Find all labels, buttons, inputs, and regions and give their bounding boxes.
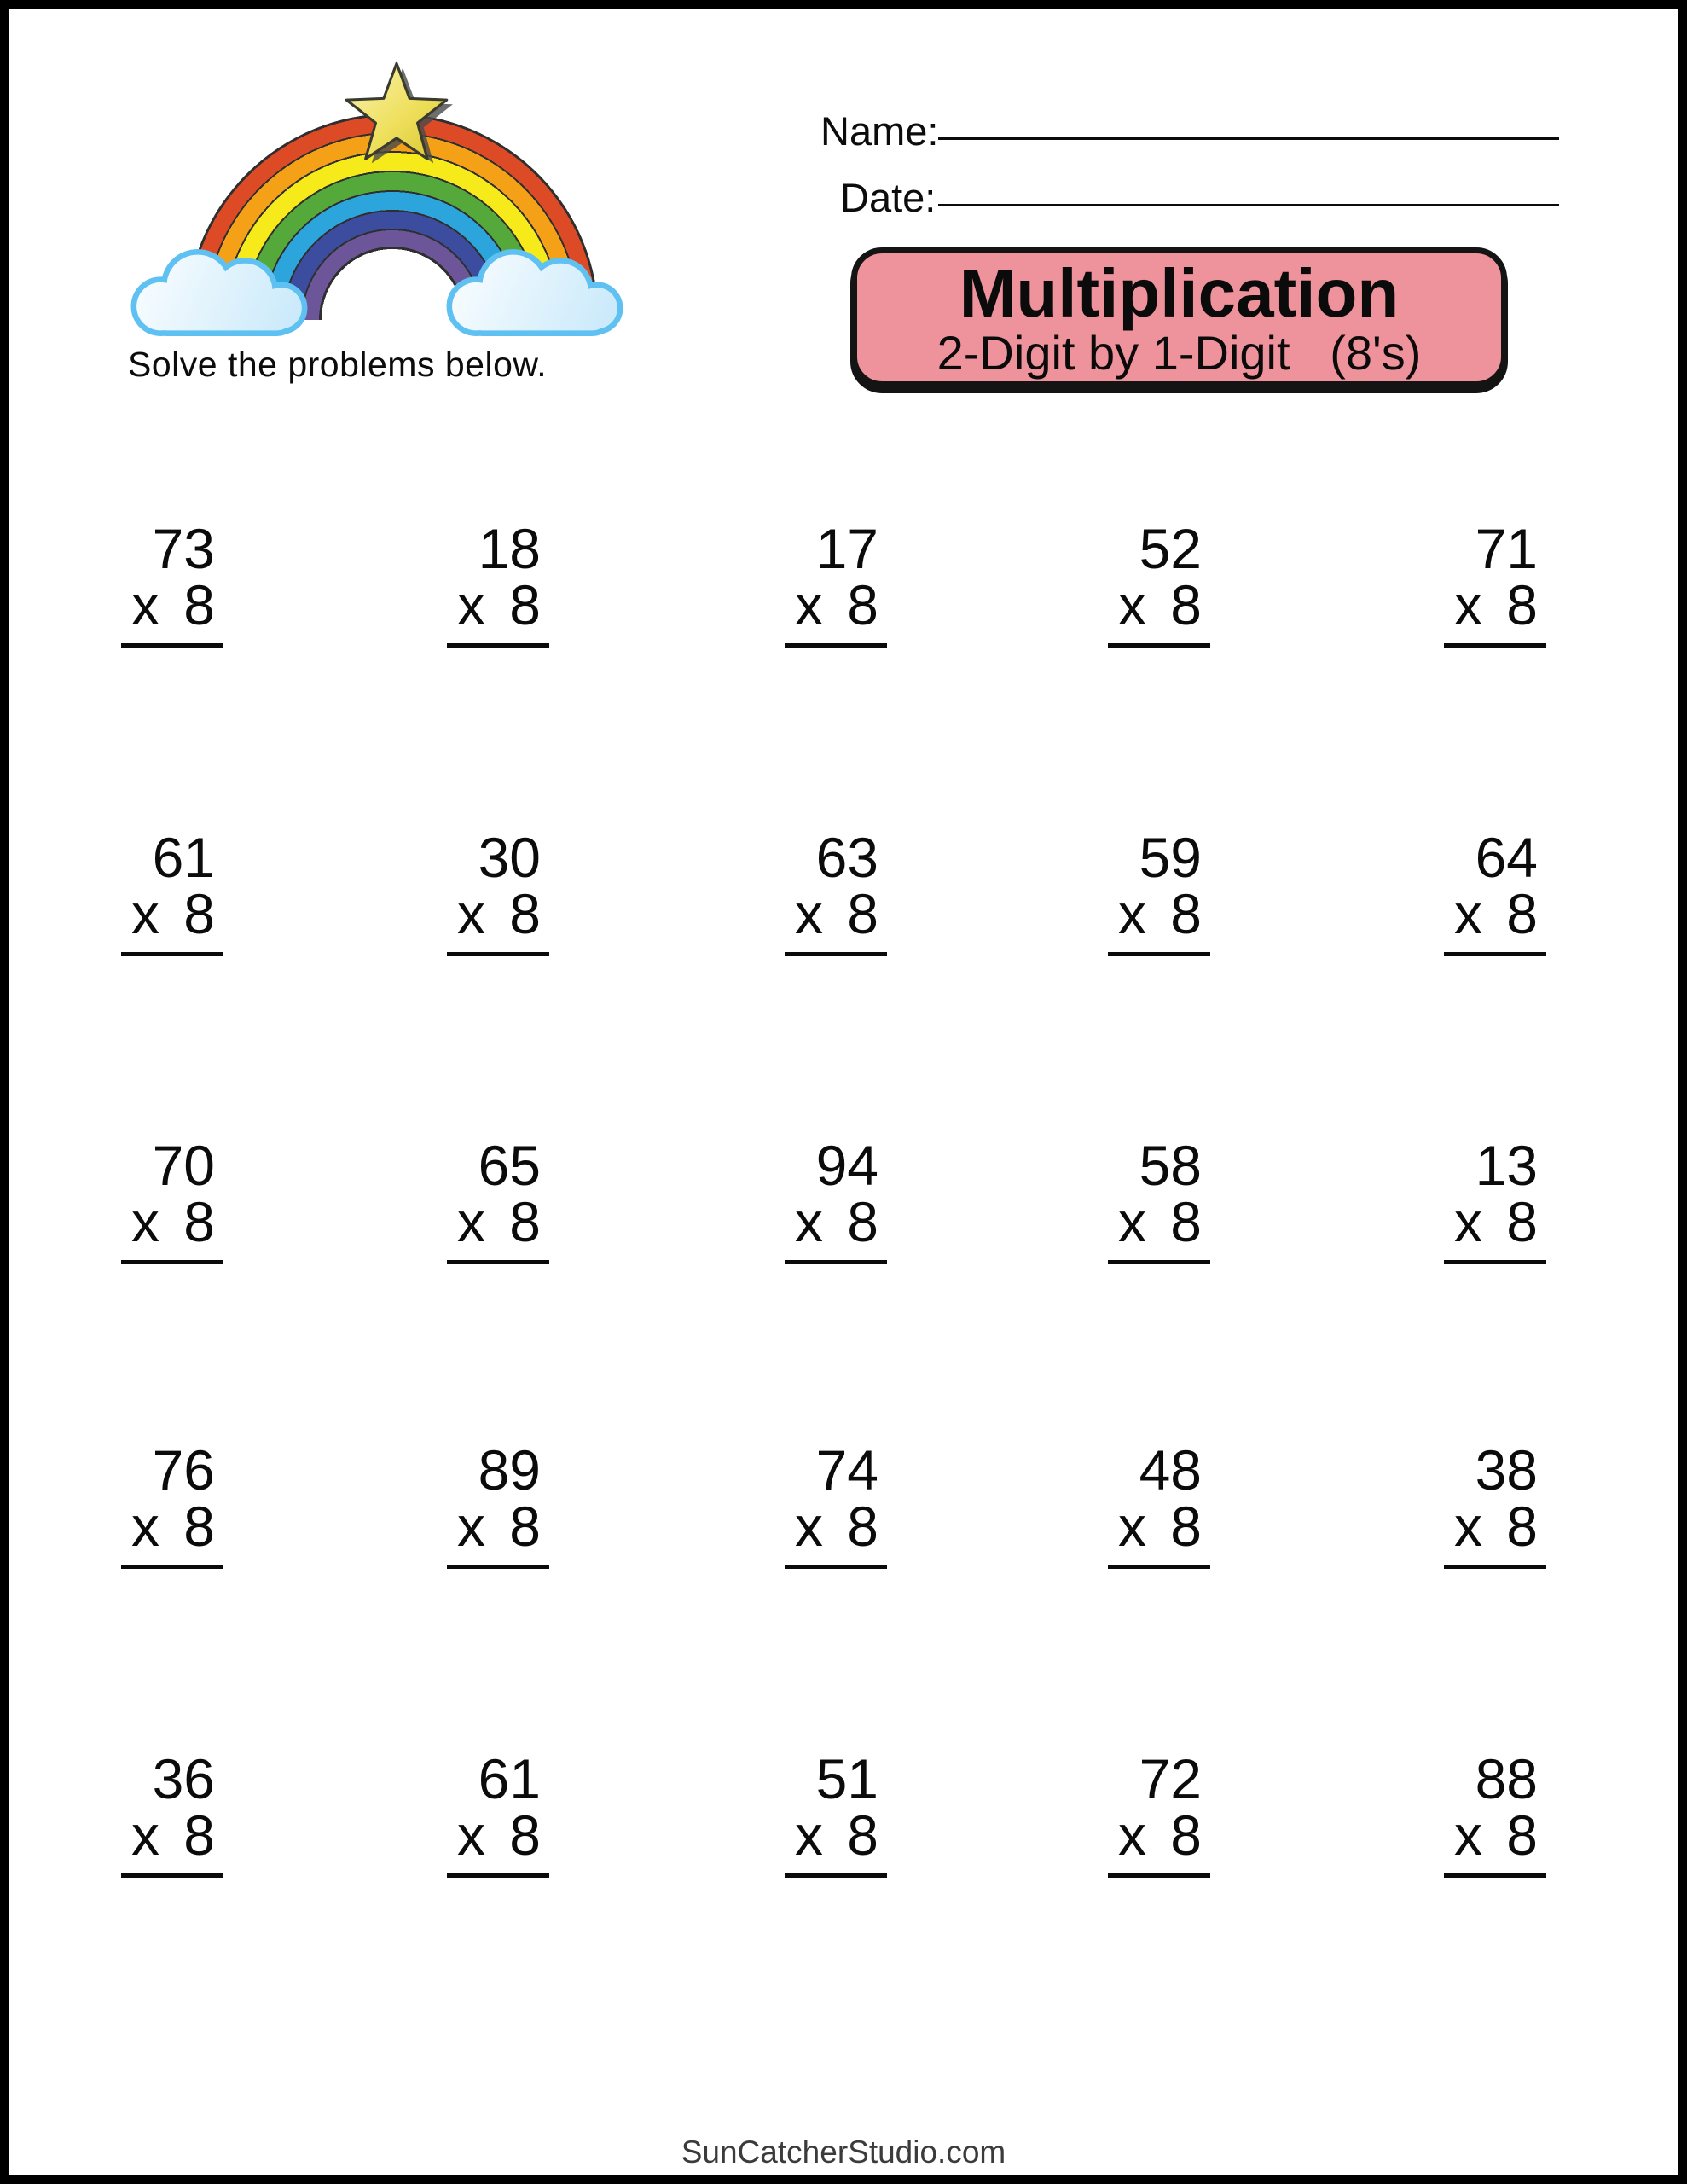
multiplicand: 71 xyxy=(1475,517,1538,580)
multiplicand: 61 xyxy=(478,1747,541,1810)
problem-cell xyxy=(1444,517,1546,699)
multiplier-row xyxy=(1444,1190,1546,1253)
multiply-operator: x xyxy=(1454,573,1482,636)
answer-space[interactable] xyxy=(785,1264,887,1316)
footer-credit: SunCatcherStudio.com xyxy=(681,2135,1006,2169)
multiplier-row xyxy=(1444,1495,1546,1558)
multiply-operator: x xyxy=(795,882,823,945)
multiplier-row xyxy=(121,1804,223,1867)
multiply-operator: x xyxy=(1454,1804,1482,1867)
multiplicand: 76 xyxy=(152,1438,215,1502)
multiplier: 8 xyxy=(847,1495,878,1558)
multiply-operator: x xyxy=(1118,882,1146,945)
multiplier-row xyxy=(121,1495,223,1558)
problem-cell xyxy=(447,517,549,699)
multiplier-row xyxy=(447,1190,549,1253)
multiplier: 8 xyxy=(847,1190,878,1253)
multiplicand: 72 xyxy=(1139,1747,1202,1810)
multiply-operator: x xyxy=(795,1495,823,1558)
multiply-operator: x xyxy=(457,573,485,636)
multiplier: 8 xyxy=(509,573,541,636)
multiply-operator: x xyxy=(1454,1190,1482,1253)
problem-cell xyxy=(785,1747,887,1929)
answer-space[interactable] xyxy=(121,648,223,699)
multiplier-row xyxy=(785,1495,887,1558)
answer-space[interactable] xyxy=(447,956,549,1008)
multiplier-row xyxy=(785,1804,887,1867)
multiplier: 8 xyxy=(509,882,541,945)
multiply-operator: x xyxy=(131,573,159,636)
multiply-operator: x xyxy=(131,1804,159,1867)
multiplier-row xyxy=(121,573,223,636)
multiplier-row xyxy=(1108,882,1210,945)
cloud-right-icon xyxy=(442,246,631,338)
multiply-operator: x xyxy=(457,1190,485,1253)
multiplier: 8 xyxy=(1506,573,1538,636)
star-icon xyxy=(339,53,454,169)
answer-space[interactable] xyxy=(785,956,887,1008)
multiplier: 8 xyxy=(847,882,878,945)
multiplier: 8 xyxy=(183,882,215,945)
answer-space[interactable] xyxy=(1444,648,1546,699)
multiplier: 8 xyxy=(1170,1804,1202,1867)
multiplicand: 48 xyxy=(1139,1438,1202,1502)
problem-cell xyxy=(785,1438,887,1620)
problem-cell xyxy=(121,1438,223,1620)
problem-cell xyxy=(447,1134,549,1316)
multiplier: 8 xyxy=(1170,573,1202,636)
date-input-line[interactable] xyxy=(938,204,1559,206)
answer-space[interactable] xyxy=(785,648,887,699)
name-input-line[interactable] xyxy=(938,137,1559,140)
multiplier: 8 xyxy=(183,573,215,636)
multiply-operator: x xyxy=(1454,882,1482,945)
multiplier-row xyxy=(785,573,887,636)
multiplicand: 51 xyxy=(815,1747,878,1810)
problem-cell xyxy=(785,1134,887,1316)
multiplicand: 61 xyxy=(152,826,215,889)
multiplicand: 38 xyxy=(1475,1438,1538,1502)
multiplicand: 18 xyxy=(478,517,541,580)
multiplier: 8 xyxy=(847,1804,878,1867)
multiplier: 8 xyxy=(1506,1190,1538,1253)
problem-cell xyxy=(121,826,223,1008)
multiplier: 8 xyxy=(1170,882,1202,945)
multiplicand: 13 xyxy=(1475,1134,1538,1197)
answer-space[interactable] xyxy=(447,1878,549,1929)
multiplier: 8 xyxy=(183,1495,215,1558)
problem-cell xyxy=(785,517,887,699)
multiplier: 8 xyxy=(183,1190,215,1253)
multiplier-row xyxy=(1108,1495,1210,1558)
answer-space[interactable] xyxy=(447,648,549,699)
problem-cell xyxy=(121,1134,223,1316)
problem-cell xyxy=(1444,826,1546,1008)
multiply-operator: x xyxy=(457,1804,485,1867)
answer-space[interactable] xyxy=(447,1264,549,1316)
multiply-operator: x xyxy=(1454,1495,1482,1558)
multiplicand: 52 xyxy=(1139,517,1202,580)
answer-space[interactable] xyxy=(1444,956,1546,1008)
answer-space[interactable] xyxy=(785,1878,887,1929)
answer-space[interactable] xyxy=(1108,1569,1210,1620)
multiplier: 8 xyxy=(1506,882,1538,945)
multiplier-row xyxy=(447,1495,549,1558)
answer-space[interactable] xyxy=(1444,1264,1546,1316)
problem-cell xyxy=(1108,1747,1210,1929)
problem-cell xyxy=(1444,1134,1546,1316)
multiplicand: 94 xyxy=(815,1134,878,1197)
multiply-operator: x xyxy=(795,1804,823,1867)
worksheet-title: Multiplication xyxy=(959,254,1400,331)
answer-space[interactable] xyxy=(1108,1878,1210,1929)
multiply-operator: x xyxy=(1118,1495,1146,1558)
multiplier-row xyxy=(121,1190,223,1253)
multiplier: 8 xyxy=(183,1804,215,1867)
multiplier: 8 xyxy=(509,1804,541,1867)
multiply-operator: x xyxy=(131,1495,159,1558)
cloud-left-icon xyxy=(126,246,316,338)
multiply-operator: x xyxy=(457,882,485,945)
multiply-operator: x xyxy=(131,882,159,945)
multiply-operator: x xyxy=(795,1190,823,1253)
multiplicand: 63 xyxy=(815,826,878,889)
problem-cell xyxy=(121,1747,223,1929)
multiplier: 8 xyxy=(1506,1495,1538,1558)
multiplier: 8 xyxy=(509,1190,541,1253)
answer-space[interactable] xyxy=(1444,1569,1546,1620)
multiplicand: 65 xyxy=(478,1134,541,1197)
multiplier: 8 xyxy=(1170,1190,1202,1253)
multiply-operator: x xyxy=(1118,573,1146,636)
answer-space[interactable] xyxy=(1108,648,1210,699)
multiply-operator: x xyxy=(457,1495,485,1558)
multiplier-row xyxy=(1444,573,1546,636)
multiplicand: 30 xyxy=(478,826,541,889)
answer-space[interactable] xyxy=(1444,1878,1546,1929)
multiplicand: 59 xyxy=(1139,826,1202,889)
multiplier-row xyxy=(447,1804,549,1867)
name-label: Name: xyxy=(820,108,939,154)
problem-cell xyxy=(1108,1438,1210,1620)
multiply-operator: x xyxy=(795,573,823,636)
problem-cell xyxy=(1108,517,1210,699)
multiplier: 8 xyxy=(847,573,878,636)
answer-space[interactable] xyxy=(1108,1264,1210,1316)
problem-cell xyxy=(1444,1747,1546,1929)
answer-space[interactable] xyxy=(121,1264,223,1316)
multiplicand: 17 xyxy=(815,517,878,580)
multiplier-row xyxy=(1108,1804,1210,1867)
multiplier: 8 xyxy=(1170,1495,1202,1558)
multiply-operator: x xyxy=(1118,1190,1146,1253)
instruction-text: Solve the problems below. xyxy=(128,345,548,384)
multiplier: 8 xyxy=(509,1495,541,1558)
multiply-operator: x xyxy=(1118,1804,1146,1867)
multiplicand: 58 xyxy=(1139,1134,1202,1197)
problem-cell xyxy=(1108,826,1210,1008)
answer-space[interactable] xyxy=(785,1569,887,1620)
answer-space[interactable] xyxy=(121,956,223,1008)
answer-space[interactable] xyxy=(121,1569,223,1620)
multiplier-row xyxy=(121,882,223,945)
problem-cell xyxy=(447,1747,549,1929)
answer-space[interactable] xyxy=(1108,956,1210,1008)
multiplicand: 74 xyxy=(815,1438,878,1502)
multiplier-row xyxy=(1108,573,1210,636)
multiplicand: 88 xyxy=(1475,1747,1538,1810)
multiplier-row xyxy=(447,882,549,945)
multiplicand: 36 xyxy=(152,1747,215,1810)
rainbow-illustration xyxy=(9,9,657,410)
answer-space[interactable] xyxy=(121,1878,223,1929)
multiplier-row xyxy=(1444,882,1546,945)
multiplier-row xyxy=(785,882,887,945)
multiplicand: 64 xyxy=(1475,826,1538,889)
problem-cell xyxy=(447,1438,549,1620)
answer-space[interactable] xyxy=(447,1569,549,1620)
worksheet-subtitle: 2-Digit by 1-Digit (8's) xyxy=(936,326,1422,380)
multiplier: 8 xyxy=(1506,1804,1538,1867)
date-label: Date: xyxy=(840,175,936,220)
multiplier-row xyxy=(447,573,549,636)
multiplicand: 89 xyxy=(478,1438,541,1502)
multiplicand: 73 xyxy=(152,517,215,580)
multiplier-row xyxy=(1108,1190,1210,1253)
problem-cell xyxy=(121,517,223,699)
worksheet-title-box xyxy=(851,247,1507,387)
problem-cell xyxy=(785,826,887,1008)
multiplier-row xyxy=(785,1190,887,1253)
multiplicand: 70 xyxy=(152,1134,215,1197)
multiplier-row xyxy=(1444,1804,1546,1867)
problem-cell xyxy=(1108,1134,1210,1316)
problem-cell xyxy=(1444,1438,1546,1620)
problem-cell xyxy=(447,826,549,1008)
multiply-operator: x xyxy=(131,1190,159,1253)
